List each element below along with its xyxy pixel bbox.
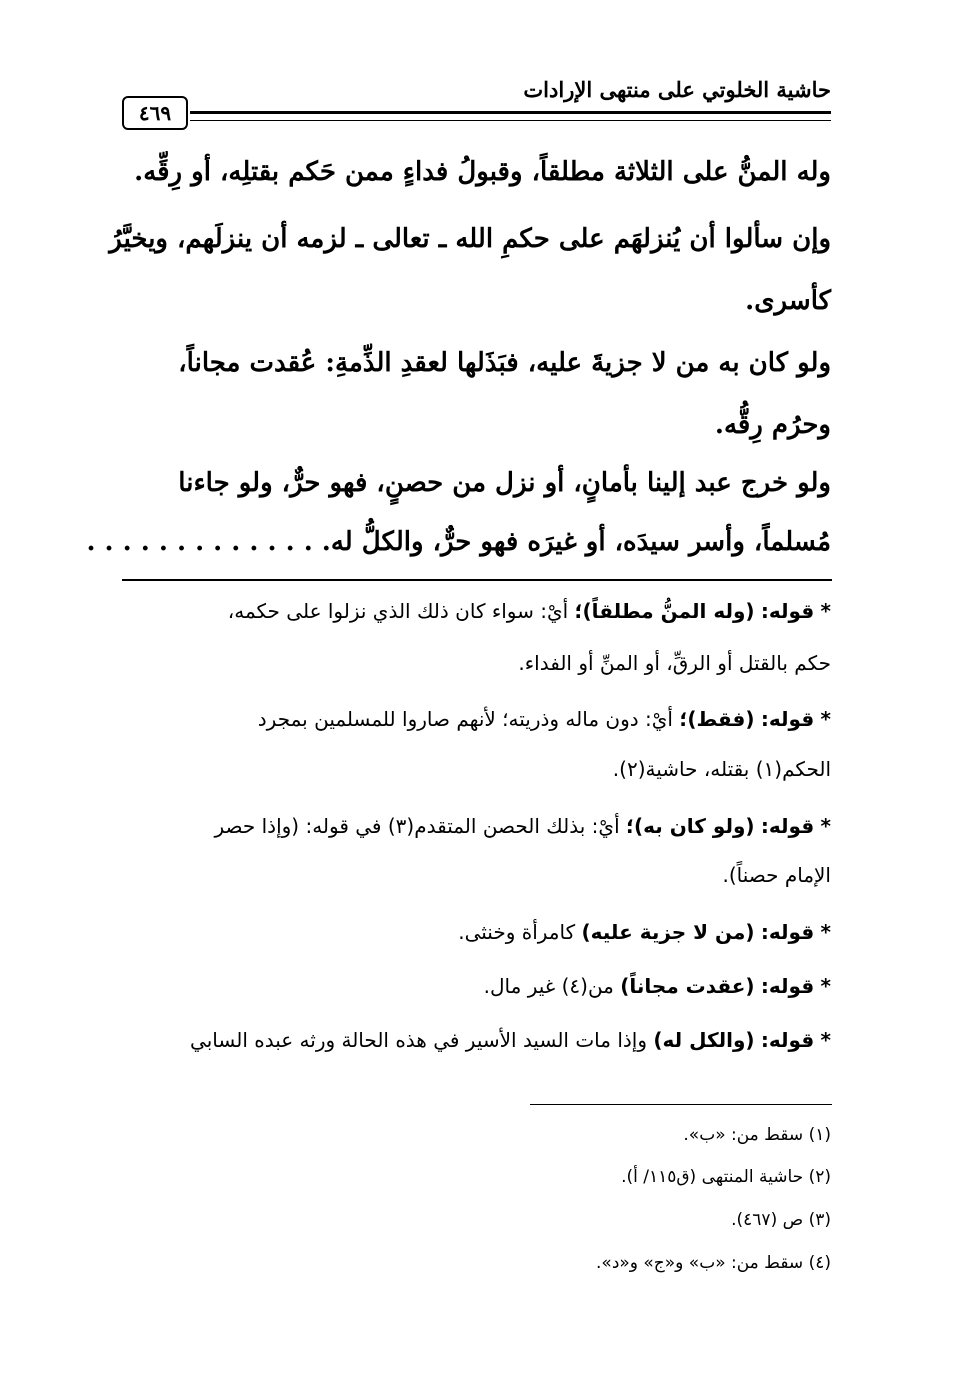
footnote: [621, 1167, 831, 1187]
footnote-divider: [530, 1104, 832, 1105]
main-text-line: كأسرى.: [745, 286, 831, 316]
commentary-continuation: الإمام حصناً).: [722, 863, 831, 887]
commentary-continuation: حكم بالقتل أو الرقِّ، أو المنِّ أو الفداء.: [518, 651, 831, 675]
commentary-quote: (فقط)؛: [679, 707, 755, 731]
footnote-text: ص (٤٦٧).: [731, 1210, 804, 1230]
commentary-text: أيْ: دون ماله وذريته؛ لأنهم صاروا للمسلمين بمجرد: [257, 707, 673, 731]
main-text-line: وله المنُّ على الثلاثة مطلقاً، وقبولُ فداءٍ ممن حَكم بقتلِه، أو رِقِّه.: [134, 157, 831, 187]
commentary-text: أيْ: سواء كان ذلك الذي نزلوا على حكمه،: [227, 599, 569, 623]
footnote: [596, 1253, 831, 1273]
main-text-line: ولو كان به من لا جزيةَ عليه، فبَذَلها لعقدِ الذِّمةِ: عُقدت مجاناً،: [178, 348, 831, 378]
footnote: [683, 1125, 831, 1145]
header-rule: [190, 111, 831, 121]
main-text-line: مُسلماً، وأسر سيدَه، أو غيرَه فهو حرٌّ، والكلُّ له. . . . . . . . . . . . . .: [86, 527, 831, 557]
commentary-lead: قوله:: [760, 1028, 815, 1052]
commentary-continuation: الحكم(١) بقتله، حاشية(٢).: [612, 757, 831, 781]
bullet-star-icon: *: [820, 1028, 831, 1052]
commentary-quote: (من لا جزية عليه): [581, 920, 755, 944]
bullet-star-icon: *: [820, 814, 831, 838]
footnote-number: (٣): [808, 1210, 831, 1230]
footnote-number: (٢): [808, 1167, 831, 1187]
bullet-star-icon: *: [820, 974, 831, 998]
main-text-line: وإن سألوا أن يُنزلهَم على حكمِ الله ـ تعالى ـ لزمه أن ينزلَهم، ويخيَّرُ: [109, 224, 831, 254]
commentary-quote: (ولو كان به)؛: [625, 814, 755, 838]
commentary-entry: [121, 1028, 831, 1052]
footnote: [731, 1210, 831, 1230]
commentary-entry: [121, 707, 831, 731]
text-commentary-divider: [122, 579, 832, 581]
bullet-star-icon: *: [820, 920, 831, 944]
commentary-lead: قوله:: [760, 707, 815, 731]
commentary-lead: قوله:: [760, 599, 815, 623]
commentary-quote: (والكل له): [653, 1028, 755, 1052]
commentary-entry: [121, 599, 831, 623]
page-number: ٤٦٩: [122, 96, 188, 130]
commentary-text: كامرأة وخنثى.: [458, 920, 576, 944]
commentary-entry: [121, 974, 831, 998]
footnote-text: سقط من: «ب» و«ج» و«د».: [596, 1253, 804, 1273]
commentary-text: أيْ: بذلك الحصن المتقدم(٣) في قوله: (وإذا حصر: [214, 814, 620, 838]
commentary-quote: (وله المنُّ مطلقاً)؛: [574, 599, 755, 623]
bullet-star-icon: *: [820, 707, 831, 731]
main-text-line: وحرُم رِقُّه.: [714, 410, 831, 440]
commentary-quote: (عقدت مجاناً): [620, 974, 755, 998]
commentary-lead: قوله:: [760, 814, 815, 838]
commentary-lead: قوله:: [760, 974, 815, 998]
commentary-text: وإذا مات السيد الأسير في هذه الحالة ورثه عبده السابي: [190, 1028, 647, 1052]
footnote-number: (١): [808, 1125, 831, 1145]
footnote-text: حاشية المنتهى (ق١١٥/ أ).: [621, 1167, 804, 1187]
commentary-lead: قوله:: [760, 920, 815, 944]
commentary-text: من(٤) غير مال.: [483, 974, 614, 998]
main-text-line: ولو خرج عبد إلينا بأمانٍ، أو نزل من حصنٍ، فهو حرٌّ، ولو جاءنا: [178, 468, 831, 498]
footnote-text: سقط من: «ب».: [683, 1125, 804, 1145]
footnote-number: (٤): [808, 1253, 831, 1273]
commentary-entry: [121, 920, 831, 944]
bullet-star-icon: *: [820, 599, 831, 623]
running-header-title: حاشية الخلوتي على منتهى الإرادات: [523, 77, 831, 102]
commentary-entry: [121, 814, 831, 838]
